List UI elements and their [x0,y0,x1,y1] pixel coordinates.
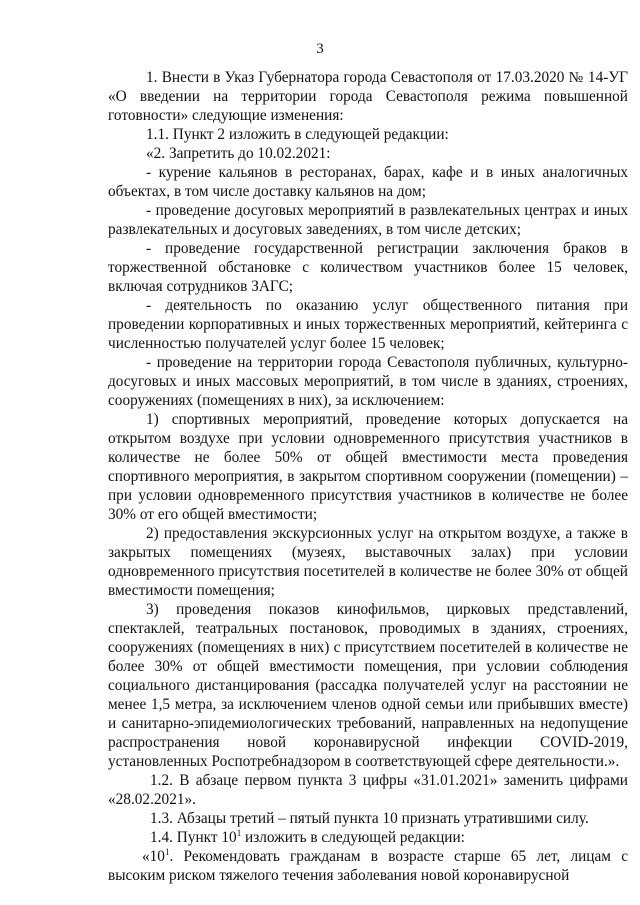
bullet-catering: - деятельность по оказанию услуг общественного питания при проведении корпоративных и иных торжественных мероприятий, кейтеринга с численностью получателей услуг более 15 человек; [108,297,628,352]
paragraph-1-1: 1.1. Пункт 2 изложить в следующей редакции: [146,126,449,143]
exception-cinema: 3) проведения показов кинофильмов, цирковых представлений, спектаклей, театральных постановок, проводимых в зданиях, строениях, сооружениях (помещениях в них) с присутствием посетителей в количестве не более 30% от общей вместимости помещения, при условии соблюдения социального дистанцирования (рассадка получателей услуг на расстоянии не менее 1,5 метра, за исключением членов одной семьи или прибывших вместе) и санитарно-эпидемиологических требований, направленных на недопущение распространения новой коронавирусной инфекции COVID-2019, установленных Роспотребнадзором в соответствующей сфере деятельности.». [108,601,628,770]
bullet-marriage: - проведение государственной регистрации заключения браков в торжественной обстановке с количеством участников более 15 человек, включая сотрудников ЗАГС; [108,240,628,295]
document-body [108,68,628,885]
paragraph-10-1-before: «10 [142,848,165,865]
bullet-mass-events: - проведение на территории города Севастополя публичных, культурно-досуговых и иных массовых мероприятий, в том числе в зданиях, строениях, сооружениях (помещениях в них), за исключением: [108,354,628,409]
bullet-leisure: - проведение досуговых мероприятий в развлекательных центрах и иных развлекательных и досуговых заведениях, в том числе детских; [108,202,628,238]
exception-sports: 1) спортивных мероприятий, проведение которых допускается на открытом воздухе при условии одновременного присутствия участников в количестве не более 50% от общей вместимости места проведения спортивного мероприятия, в закрытом спортивном сооружении (помещении) – при условии одновременного присутствия участников в количестве не более 30% от его общей вместимости; [108,411,628,523]
paragraph-1-3: 1.3. Абзацы третий – пятый пункта 10 признать утратившими силу. [150,810,589,827]
paragraph-1: 1. Внести в Указ Губернатора города Севастополя от 17.03.2020 № 14-УГ «О введении на территории города Севастополя режима повышенной готовности» следующие изменения: [108,69,628,124]
superscript: 1 [164,846,170,857]
bullet-hookah: - курение кальянов в ресторанах, барах, кафе и в иных аналогичных объектах, в том числе доставку кальянов на дом; [108,164,628,200]
page-number: 3 [316,41,324,57]
paragraph-1-4-before: 1.4. Пункт 10 [150,829,237,846]
paragraph-2-title: «2. Запретить до 10.02.2021: [146,145,331,162]
paragraph-10-1 [108,847,628,885]
paragraph-1-4 [108,828,628,847]
paragraph-10-1-after: . Рекомендовать гражданам в возрасте старше 65 лет, лицам с высоким риском тяжелого течения заболевания новой коронавирусной [108,848,628,884]
superscript: 1 [236,827,242,838]
paragraph-1-2: 1.2. В абзаце первом пункта 3 цифры «31.01.2021» заменить цифрами «28.02.2021». [108,772,628,808]
exception-excursions: 2) предоставления экскурсионных услуг на открытом воздухе, а также в закрытых помещениях (музеях, выставочных залах) при условии одновременного присутствия посетителей в количестве не более 30% от общей вместимости помещения; [108,525,628,599]
paragraph-1-4-after: изложить в следующей редакции: [241,829,465,846]
